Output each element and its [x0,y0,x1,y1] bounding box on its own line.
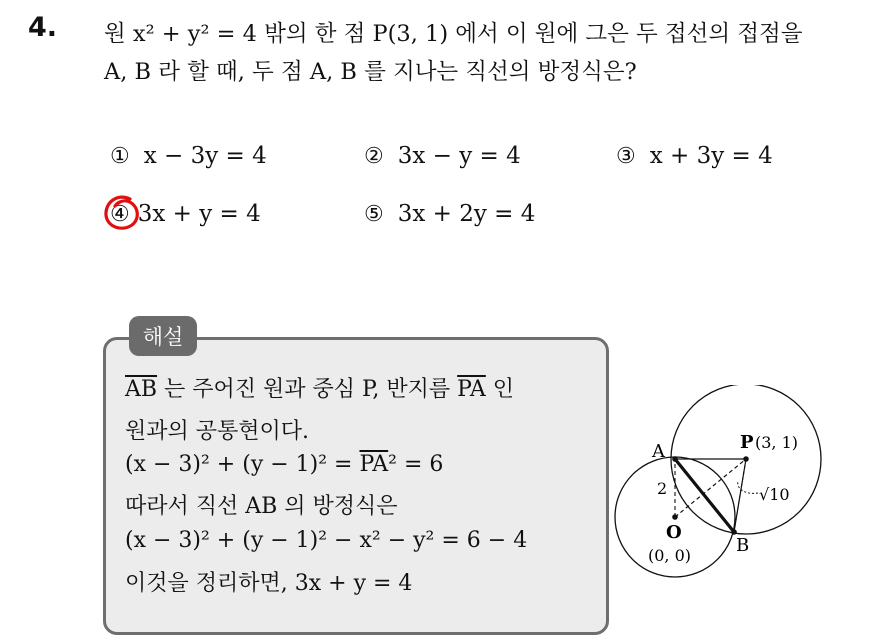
choice-4[interactable] [110,201,261,227]
label-p: P [740,432,754,453]
label-o: O [666,522,682,543]
segment-pa-squared: $\overline{PA}$ [359,452,389,477]
label-p-coord: (3, 1) [755,433,799,452]
solution-line3-start: (x − 3)² + (y − 1)² = [125,452,360,477]
solution-line1-end: 인 [485,377,515,402]
choice-2-number: ② [364,143,384,169]
label-radius: 2 [657,479,668,498]
choice-5[interactable] [364,201,535,227]
label-sqrt10: √10 [759,485,790,504]
solution-line3-end: ² = 6 [388,452,444,477]
choice-1-number: ① [110,143,130,169]
point-b [731,529,737,535]
solution-line2: 원과의 공통현이다. [125,419,310,444]
label-b: B [736,535,750,556]
solution-line6: 이것을 정리하면, 3x + y = 4 [125,571,413,596]
solution-line5: (x − 3)² + (y − 1)² − x² − y² = 6 − 4 [125,528,528,553]
choice-3[interactable] [616,143,773,169]
point-o [672,514,678,520]
question-number: 4. [28,12,58,43]
choice-4-number: ④ [110,201,130,227]
label-a: A [652,441,665,462]
point-p [743,456,749,462]
choice-4-text: 3x + y = 4 [137,201,261,227]
question-text-line1: 원 x² + y² = 4 밖의 한 점 P(3, 1) 에서 이 원에 그은 두 접선의 접점을 [104,21,803,47]
solution-line3 [125,452,443,477]
segment-pa: $\overline{PA}$ [457,377,486,402]
choice-1-text: x − 3y = 4 [143,143,267,169]
solution-line1-mid: 는 주어진 원과 중심 P, 반지름 [157,377,458,402]
choice-5-text: 3x + 2y = 4 [397,201,536,227]
solution-tag: 해설 [129,316,197,356]
choice-2[interactable] [364,143,521,169]
label-o-coord: (0, 0) [648,546,692,565]
choice-1[interactable] [110,143,267,169]
point-a [672,456,678,462]
segment-ab: $\overline{AB}$ [125,377,158,402]
segment-op [675,459,746,517]
solution-line4: 따라서 직선 AB 의 방정식은 [125,494,398,519]
choice-3-text: x + 3y = 4 [649,143,773,169]
question-text-line2: A, B 라 할 때, 두 점 A, B 를 지나는 직선의 방정식은? [104,59,637,85]
choice-3-number: ③ [616,143,636,169]
solution-line1 [125,372,514,403]
geometry-figure [610,385,884,637]
choice-5-number: ⑤ [364,201,384,227]
choice-2-text: 3x − y = 4 [397,143,521,169]
